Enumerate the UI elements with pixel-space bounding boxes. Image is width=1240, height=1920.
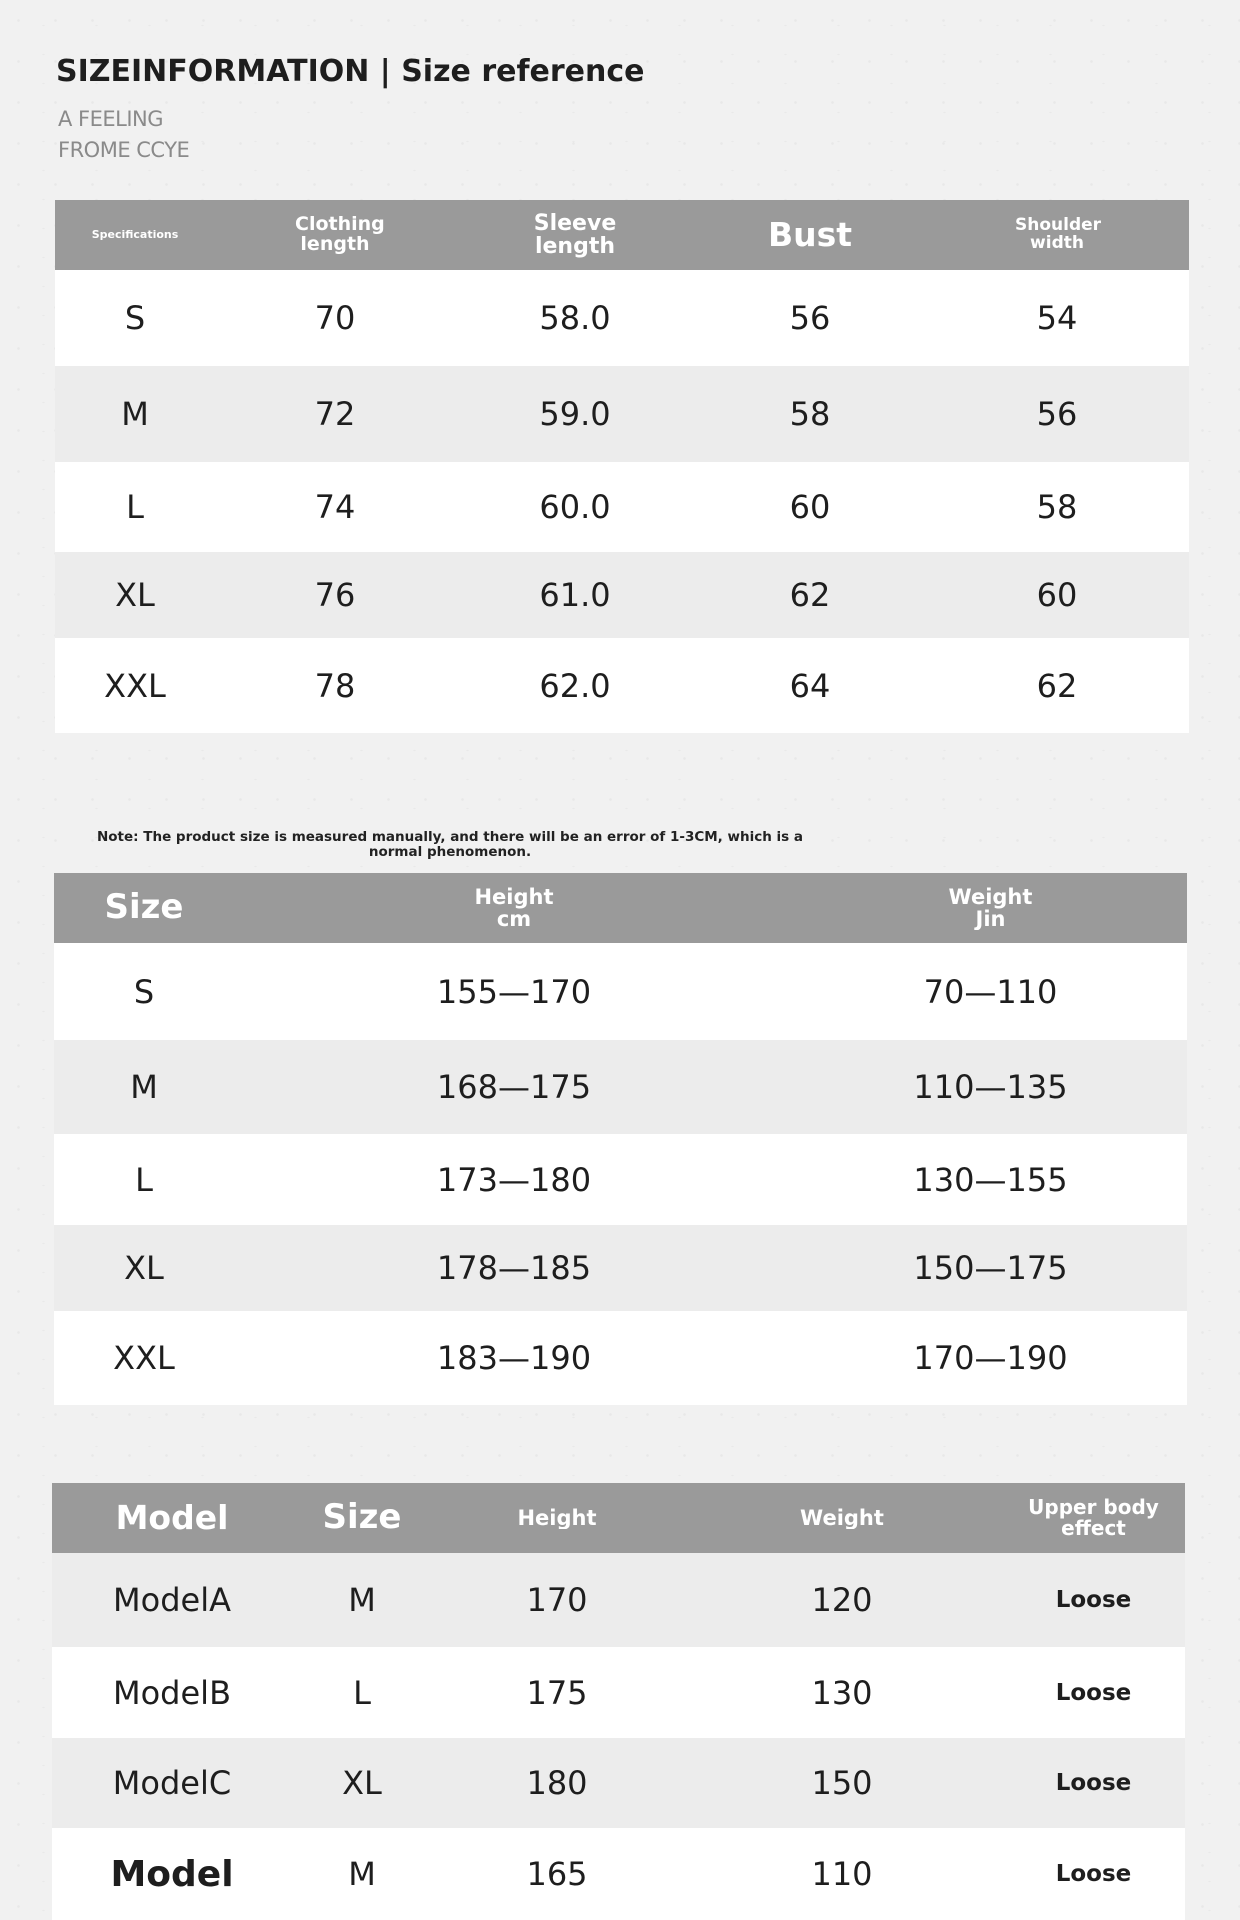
table-row bbox=[54, 1134, 1187, 1225]
header-specifications: Specifications bbox=[91, 229, 179, 241]
header-shoulder-width: Shoulder width bbox=[1015, 217, 1102, 253]
row-height-range: 173—180 bbox=[436, 1160, 592, 1199]
header-height-label: Height bbox=[474, 885, 554, 909]
row-weight: 120 bbox=[811, 1581, 873, 1619]
row-size: M bbox=[348, 1855, 376, 1893]
table-row bbox=[54, 943, 1187, 1040]
row-weight-range: 110—135 bbox=[913, 1068, 1068, 1106]
row-sleeve-length: 60.0 bbox=[539, 488, 611, 526]
row-clothing-length: 72 bbox=[314, 395, 356, 433]
row-upper-body-effect: Loose bbox=[1055, 1861, 1132, 1887]
row-bust: 56 bbox=[789, 299, 831, 337]
row-weight-range: 130—155 bbox=[913, 1160, 1068, 1199]
row-size: M bbox=[130, 1068, 158, 1106]
row-size: XL bbox=[115, 576, 155, 614]
table-row bbox=[55, 270, 1189, 366]
row-weight: 150 bbox=[811, 1764, 873, 1802]
header-weight: Weight bbox=[800, 1506, 884, 1530]
header-size: Size bbox=[104, 890, 184, 926]
row-sleeve-length: 58.0 bbox=[539, 299, 611, 337]
row-size: M bbox=[348, 1581, 376, 1619]
header-height-unit: cm bbox=[496, 907, 532, 931]
table-row bbox=[55, 638, 1189, 733]
row-clothing-length: 76 bbox=[314, 576, 356, 614]
row-clothing-length: 70 bbox=[314, 299, 356, 337]
row-shoulder-width: 56 bbox=[1036, 395, 1078, 433]
row-size: L bbox=[135, 1160, 153, 1199]
table-row bbox=[54, 1225, 1187, 1311]
row-clothing-length: 78 bbox=[314, 666, 356, 705]
tagline-line-2: FROME CCYE bbox=[58, 138, 190, 162]
row-size: XXL bbox=[104, 666, 166, 705]
header-model: Model bbox=[115, 1500, 229, 1536]
table-row bbox=[54, 1040, 1187, 1134]
row-shoulder-width: 58 bbox=[1036, 488, 1078, 526]
row-clothing-length: 74 bbox=[314, 488, 356, 526]
row-bust: 60 bbox=[789, 488, 831, 526]
row-weight-range: 150—175 bbox=[913, 1249, 1068, 1287]
row-height: 180 bbox=[526, 1764, 588, 1802]
row-sleeve-length: 62.0 bbox=[539, 666, 611, 705]
row-size: L bbox=[353, 1673, 371, 1712]
row-height-range: 178—185 bbox=[436, 1249, 592, 1287]
row-size: L bbox=[126, 488, 144, 526]
tagline-line-1: A FEELING bbox=[58, 107, 164, 131]
model-reference-table bbox=[52, 1483, 1185, 1920]
row-size: XL bbox=[124, 1249, 164, 1287]
row-weight: 110 bbox=[811, 1855, 873, 1893]
row-height: 175 bbox=[526, 1673, 588, 1712]
header-weight-label: Weight bbox=[948, 885, 1033, 909]
header-clothing-length: Clothing length bbox=[295, 215, 385, 255]
page-title: SIZEINFORMATION | Size reference bbox=[56, 54, 645, 89]
size-measurement-table bbox=[55, 200, 1189, 733]
row-model: ModelC bbox=[112, 1764, 232, 1802]
table-header-row bbox=[54, 873, 1187, 943]
row-height: 170 bbox=[526, 1581, 588, 1619]
row-size: XXL bbox=[113, 1339, 175, 1377]
row-bust: 58 bbox=[789, 395, 831, 433]
measurement-note: Note: The product size is measured manually, and there will be an error of 1-3CM, which is a normal phenomenon. bbox=[96, 829, 804, 860]
row-height: 165 bbox=[526, 1855, 588, 1893]
row-size: M bbox=[121, 395, 149, 433]
row-size: S bbox=[133, 972, 155, 1011]
row-height-range: 183—190 bbox=[436, 1339, 592, 1377]
fit-guide-table bbox=[54, 873, 1187, 1405]
header-weight bbox=[794, 886, 1187, 930]
row-model: ModelA bbox=[113, 1581, 231, 1619]
row-size: S bbox=[124, 299, 146, 337]
header-height bbox=[234, 886, 794, 930]
table-row bbox=[55, 366, 1189, 462]
table-header-row bbox=[52, 1483, 1185, 1553]
header-upper-body-effect: Upper body effect bbox=[1028, 1497, 1159, 1539]
table-row bbox=[52, 1647, 1185, 1738]
row-shoulder-width: 60 bbox=[1036, 576, 1078, 614]
header-sleeve-length: Sleeve length bbox=[533, 211, 617, 259]
table-row bbox=[55, 462, 1189, 552]
table-row bbox=[54, 1311, 1187, 1405]
row-height-range: 168—175 bbox=[436, 1068, 592, 1106]
row-shoulder-width: 62 bbox=[1036, 666, 1078, 705]
row-bust: 64 bbox=[789, 666, 831, 705]
row-shoulder-width: 54 bbox=[1036, 299, 1078, 337]
row-upper-body-effect: Loose bbox=[1055, 1679, 1132, 1706]
row-weight-range: 170—190 bbox=[913, 1339, 1068, 1377]
row-size: XL bbox=[342, 1764, 382, 1802]
row-upper-body-effect: Loose bbox=[1055, 1770, 1132, 1796]
row-weight: 130 bbox=[811, 1673, 873, 1712]
table-row bbox=[52, 1828, 1185, 1920]
row-sleeve-length: 59.0 bbox=[539, 395, 611, 433]
header-bust: Bust bbox=[767, 217, 853, 253]
row-bust: 62 bbox=[789, 576, 831, 614]
row-model: Model bbox=[110, 1853, 234, 1895]
row-height-range: 155—170 bbox=[436, 972, 592, 1011]
table-row bbox=[52, 1738, 1185, 1828]
row-model: ModelB bbox=[112, 1673, 232, 1712]
row-weight-range: 70—110 bbox=[923, 972, 1058, 1011]
row-sleeve-length: 61.0 bbox=[539, 576, 611, 614]
header-weight-unit: Jin bbox=[975, 907, 1006, 931]
table-row bbox=[55, 552, 1189, 638]
header-size: Size bbox=[322, 1500, 402, 1536]
row-upper-body-effect: Loose bbox=[1055, 1587, 1132, 1613]
header-height: Height bbox=[517, 1506, 597, 1530]
brand-tagline bbox=[58, 104, 189, 166]
table-row bbox=[52, 1553, 1185, 1647]
table-header-row bbox=[55, 200, 1189, 270]
